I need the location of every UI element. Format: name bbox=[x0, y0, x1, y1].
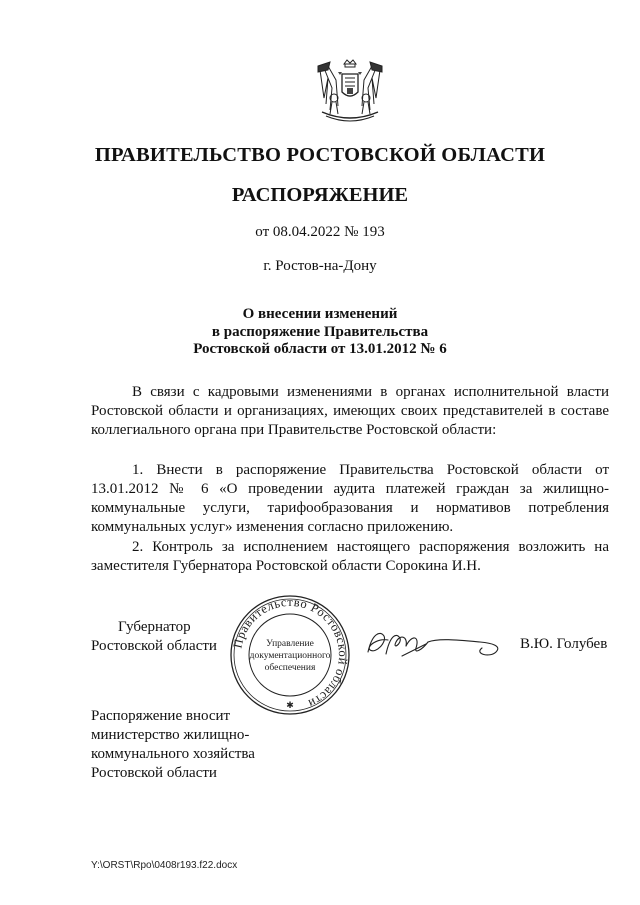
handwritten-signature-icon bbox=[362, 624, 507, 668]
svg-text:✱: ✱ bbox=[286, 700, 294, 710]
body-paragraph-item-2: 2. Контроль за исполнением настоящего распоряжения возложить на заместителя Губернатора Ростовской области Сорокина И.Н. bbox=[91, 539, 609, 574]
official-stamp bbox=[228, 593, 352, 717]
stamp-inner-text: Управление bbox=[266, 639, 314, 649]
stamp-outer-text: Правительство Ростовской области bbox=[230, 594, 351, 712]
subject-line: в распоряжение Правительства bbox=[211, 323, 429, 340]
body-paragraph-item-1: 1. Внести в распоряжение Правительства Ростовской области от 13.01.2012 № 6 «О проведении аудита платежей граждан за жилищно-коммунальные услуги, тарифообразования и нормативов потребления коммунальных услуг» изменения согласно приложению. bbox=[91, 462, 609, 535]
submitter-line: Ростовской области bbox=[91, 765, 217, 781]
subject-line: Ростовской области от 13.01.2012 № 6 bbox=[193, 341, 447, 357]
stamp-inner-text: документационного bbox=[249, 651, 331, 661]
position-line: Ростовской области bbox=[91, 638, 217, 654]
signatory-name: В.Ю. Голубев bbox=[520, 636, 608, 652]
submitter-line: министерство жилищно- bbox=[91, 727, 250, 743]
government-title: ПРАВИТЕЛЬСТВО РОСТОВСКОЙ ОБЛАСТИ bbox=[94, 144, 546, 166]
position-line: Губернатор bbox=[118, 619, 191, 635]
city-line: г. Ростов-на-Дону bbox=[263, 258, 377, 274]
submitter-note bbox=[91, 707, 255, 783]
file-path-footer: Y:\ORST\Rpo\0408r193.f22.docx bbox=[91, 860, 238, 871]
stamp-inner-text: обеспечения bbox=[264, 663, 316, 673]
document-subject bbox=[0, 306, 640, 359]
date-number-line: от 08.04.2022 № 193 bbox=[255, 224, 385, 240]
subject-line: О внесении изменений bbox=[242, 306, 398, 322]
signatory-position bbox=[91, 618, 217, 656]
submitter-line: Распоряжение вносит bbox=[91, 708, 231, 724]
coat-of-arms-icon bbox=[314, 58, 386, 124]
submitter-line: коммунального хозяйства bbox=[91, 746, 255, 762]
document-type-heading: РАСПОРЯЖЕНИЕ bbox=[231, 184, 409, 206]
body-paragraph-intro: В связи с кадровыми изменениями в органах исполнительной власти Ростовской области и организациях, имеющих своих представителей в составе коллегиального органа при Правительстве Ростовской области: bbox=[91, 384, 609, 438]
